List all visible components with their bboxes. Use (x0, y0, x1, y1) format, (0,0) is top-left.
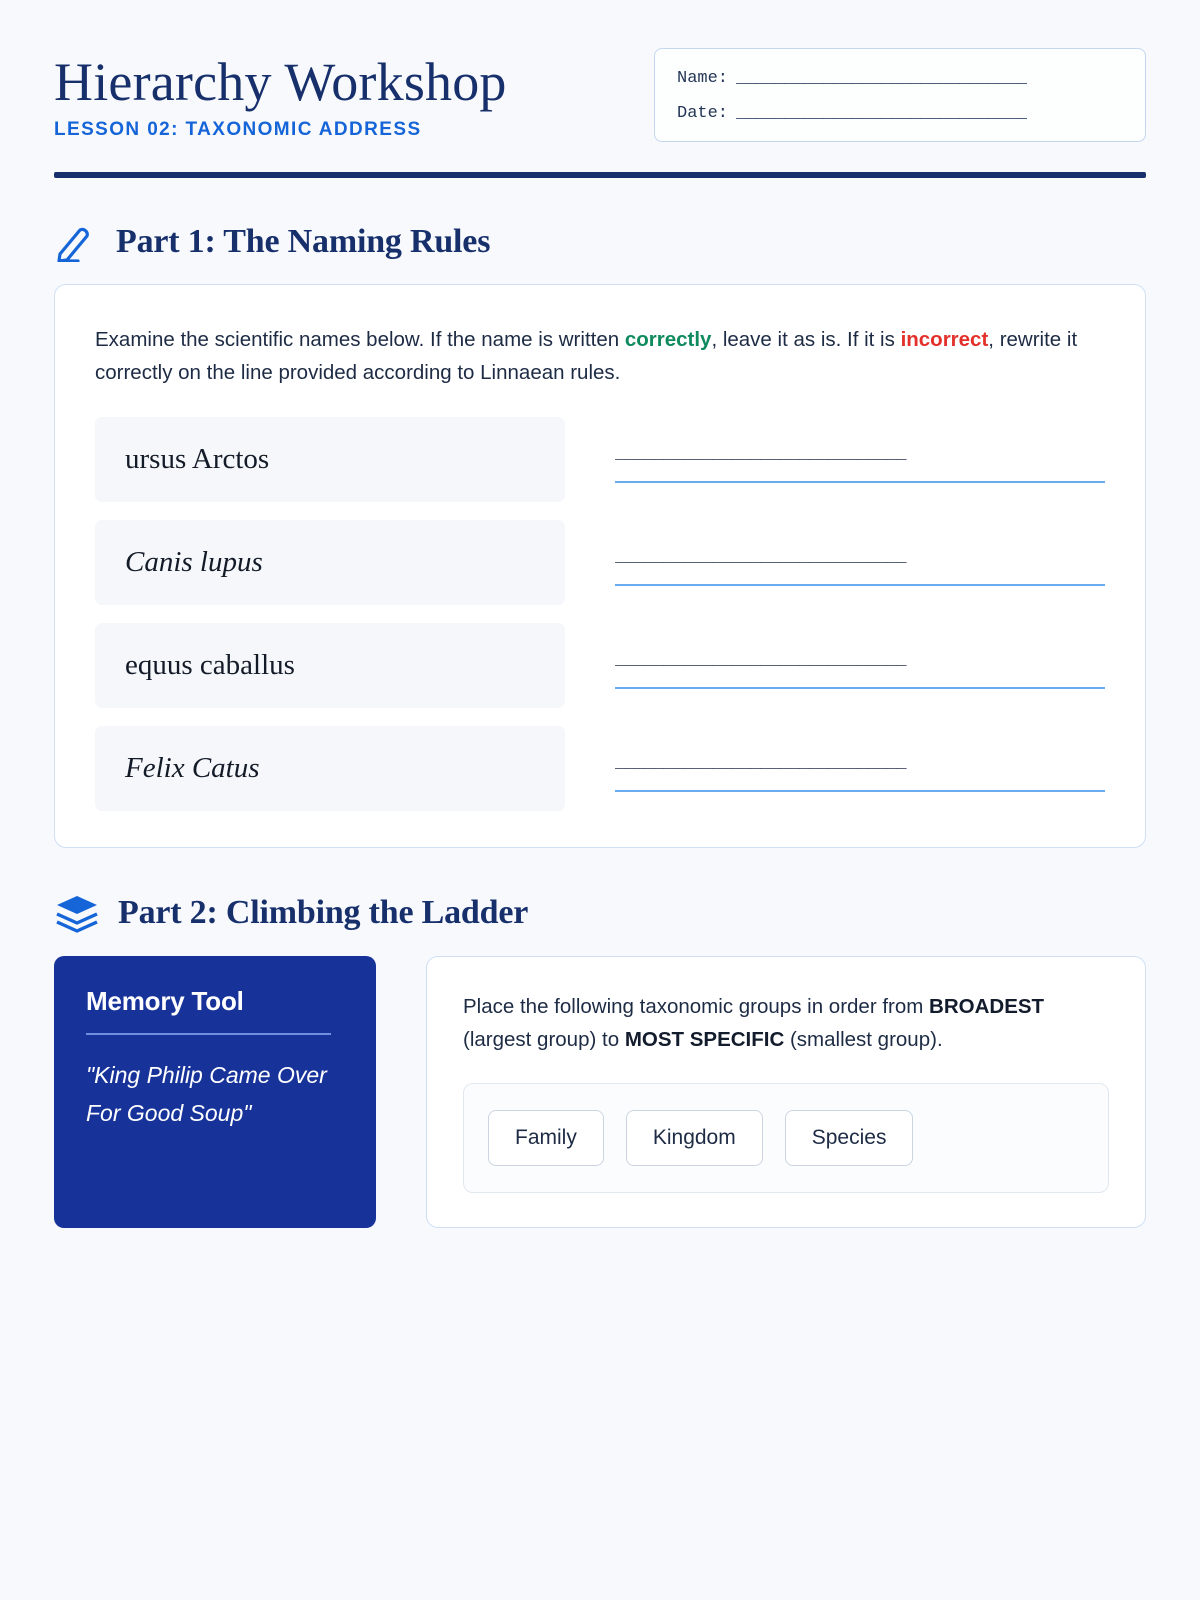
answer-write-line[interactable] (615, 584, 1105, 586)
answer-area[interactable] (615, 746, 1105, 792)
part1-instruction (95, 323, 1085, 389)
page-header (54, 0, 1146, 142)
task-broadest-word: BROADEST (929, 995, 1045, 1019)
name-exercise-row (95, 726, 1105, 811)
instruction-incorrect-word: incorrect (900, 328, 989, 351)
task-specific-word: MOST SPECIFIC (624, 1028, 785, 1052)
taxon-chip[interactable]: Kingdom (626, 1110, 763, 1166)
instruction-text-b: , leave it as is. If it is (711, 328, 901, 351)
answer-dash-line: ______________________________ (615, 650, 907, 670)
page-title: Hierarchy Workshop (54, 52, 507, 112)
ordering-task-panel (426, 956, 1146, 1228)
instruction-correct-word: correctly (624, 328, 712, 351)
specimen-name: Felix Catus (95, 726, 565, 811)
answer-area[interactable] (615, 643, 1105, 689)
specimen-name: Canis lupus (95, 520, 565, 605)
memory-tool-card (54, 956, 376, 1228)
title-block (54, 48, 507, 141)
name-label: Name: (677, 69, 729, 88)
taxon-chip-bank (463, 1083, 1109, 1193)
answer-area[interactable] (615, 437, 1105, 483)
memory-tool-divider (86, 1033, 331, 1035)
task-text-b: (largest group) to (463, 1028, 625, 1052)
name-row[interactable] (677, 69, 1123, 88)
part1-title: Part 1: The Naming Rules (116, 223, 491, 260)
task-text-a: Place the following taxonomic groups in order from (463, 995, 930, 1019)
layers-icon (54, 892, 100, 934)
taxon-chip[interactable]: Species (785, 1110, 914, 1166)
name-exercise-row (95, 417, 1105, 502)
part2-body (54, 956, 1146, 1228)
instruction-text-c: , rewrite it correctly on the line provided according to Linnaean rules. (95, 328, 1078, 385)
instruction-text-a: Examine the scientific names below. If the name is written (95, 328, 625, 351)
date-row[interactable] (677, 104, 1123, 123)
answer-write-line[interactable] (615, 790, 1105, 792)
name-exercise-row (95, 520, 1105, 605)
answer-dash-line: ______________________________ (615, 753, 907, 773)
date-write-line[interactable]: ______________________________ (736, 104, 1028, 123)
part2-heading-row (54, 892, 1146, 934)
answer-write-line[interactable] (615, 687, 1105, 689)
specimen-name: ursus Arctos (95, 417, 565, 502)
header-divider (54, 172, 1146, 178)
specimen-name: equus caballus (95, 623, 565, 708)
date-label: Date: (677, 104, 729, 123)
task-text-c: (smallest group). (784, 1028, 943, 1052)
answer-dash-line: ______________________________ (615, 547, 907, 567)
part2-title: Part 2: Climbing the Ladder (118, 894, 529, 932)
memory-tool-mnemonic: "King Philip Came Over For Good Soup" (86, 1062, 327, 1126)
pencil-icon (54, 222, 98, 262)
memory-tool-title: Memory Tool (86, 986, 244, 1017)
answer-dash-line: ______________________________ (615, 444, 907, 464)
part1-card (54, 284, 1146, 848)
answer-write-line[interactable] (615, 481, 1105, 483)
part2-instruction (463, 991, 1109, 1057)
taxon-chip[interactable]: Family (488, 1110, 604, 1166)
name-exercise-row (95, 623, 1105, 708)
name-date-box (654, 48, 1146, 142)
name-write-line[interactable]: ______________________________ (736, 69, 1028, 88)
answer-area[interactable] (615, 540, 1105, 586)
part1-heading-row (54, 222, 1146, 262)
lesson-subtitle: LESSON 02: TAXONOMIC ADDRESS (54, 118, 422, 140)
